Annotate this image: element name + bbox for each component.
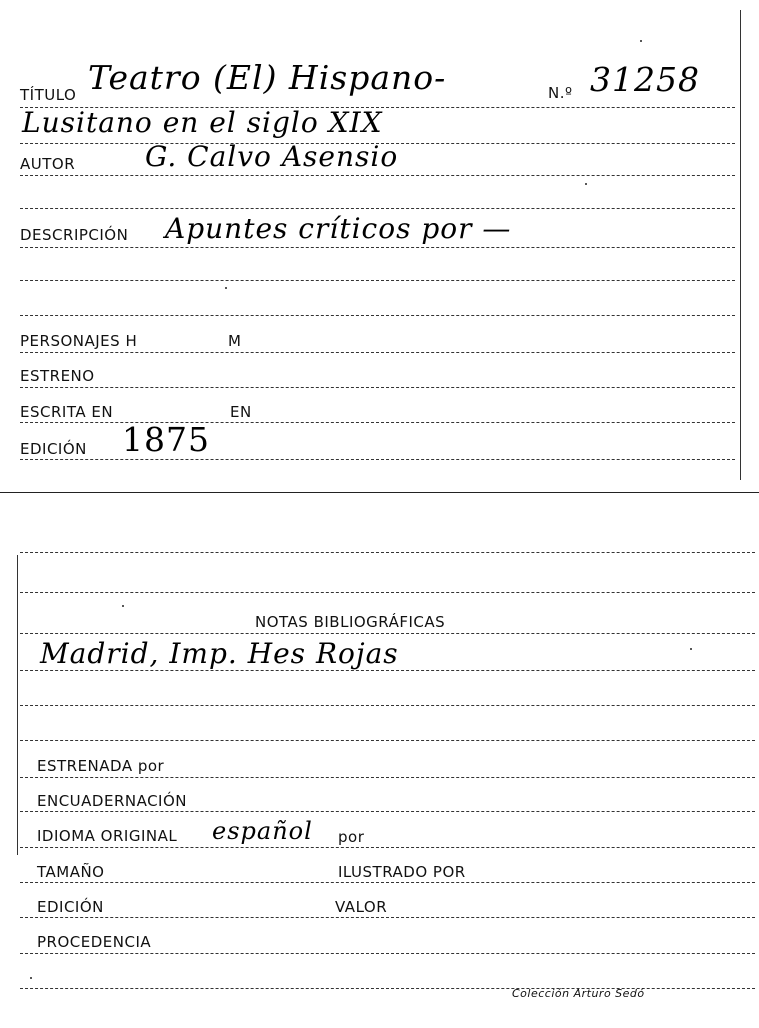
speck [122, 605, 124, 607]
collection-credit: Colección Arturo Sedó [512, 987, 645, 1000]
personajes-label: PERSONAJES H [20, 332, 138, 350]
rule [20, 592, 755, 593]
por-label: por [338, 828, 365, 846]
tamano-label: TAMAÑO [37, 863, 105, 881]
rule [20, 208, 735, 209]
rule [20, 352, 735, 353]
titulo-handwriting: Teatro (El) Hispano- [88, 58, 447, 97]
procedencia-label: PROCEDENCIA [37, 933, 152, 951]
rule [20, 811, 755, 812]
rule [20, 633, 755, 634]
autor-label: AUTOR [20, 155, 76, 173]
descripcion-value: Apuntes críticos por — [165, 212, 512, 245]
rule [20, 459, 735, 460]
estrenada-label: ESTRENADA por [37, 757, 165, 775]
escrita-label: ESCRITA EN [20, 403, 114, 421]
notas-label: NOTAS BIBLIOGRÁFICAS [255, 613, 446, 631]
autor-value: G. Calvo Asensio [145, 140, 399, 173]
card-bottom-edge [0, 492, 759, 493]
edicion-label: EDICIÓN [20, 440, 87, 458]
catalog-card-back [0, 545, 759, 1028]
rule [20, 315, 735, 316]
rule [20, 247, 735, 248]
rule [20, 740, 755, 741]
rule [20, 953, 755, 954]
rule [20, 670, 755, 671]
edicion-label: EDICIÓN [37, 898, 104, 916]
estreno-label: ESTRENO [20, 367, 95, 385]
speck [640, 40, 642, 42]
en-label: EN [230, 403, 252, 421]
catalog-card-front [0, 0, 759, 494]
ilustrado-label: ILUSTRADO POR [338, 863, 466, 881]
card-edge [740, 10, 741, 480]
rule [20, 917, 755, 918]
numero-value: 31258 [590, 60, 700, 99]
idioma-value: español [212, 817, 313, 845]
rule [20, 882, 755, 883]
rule [20, 387, 735, 388]
notas-value: Madrid, Imp. Hes Rojas [40, 637, 399, 670]
numero-label: N.º [548, 84, 573, 102]
titulo-label: TÍTULO [20, 86, 77, 104]
card-edge [17, 555, 18, 855]
idioma-label: IDIOMA ORIGINAL [37, 827, 178, 845]
m-label: M [228, 332, 242, 350]
rule [20, 777, 755, 778]
rule [20, 552, 755, 553]
rule [20, 847, 755, 848]
rule [20, 280, 735, 281]
speck [225, 287, 227, 289]
descripcion-label: DESCRIPCIÓN [20, 226, 129, 244]
valor-label: VALOR [335, 898, 388, 916]
speck [690, 648, 692, 650]
titulo-continuation: Lusitano en el siglo XIX [22, 106, 383, 139]
edicion-value: 1875 [122, 420, 210, 459]
rule [20, 988, 755, 989]
rule [20, 705, 755, 706]
rule [20, 175, 735, 176]
speck [30, 977, 32, 979]
speck [585, 183, 587, 185]
encuadernacion-label: ENCUADERNACIÓN [37, 792, 188, 810]
